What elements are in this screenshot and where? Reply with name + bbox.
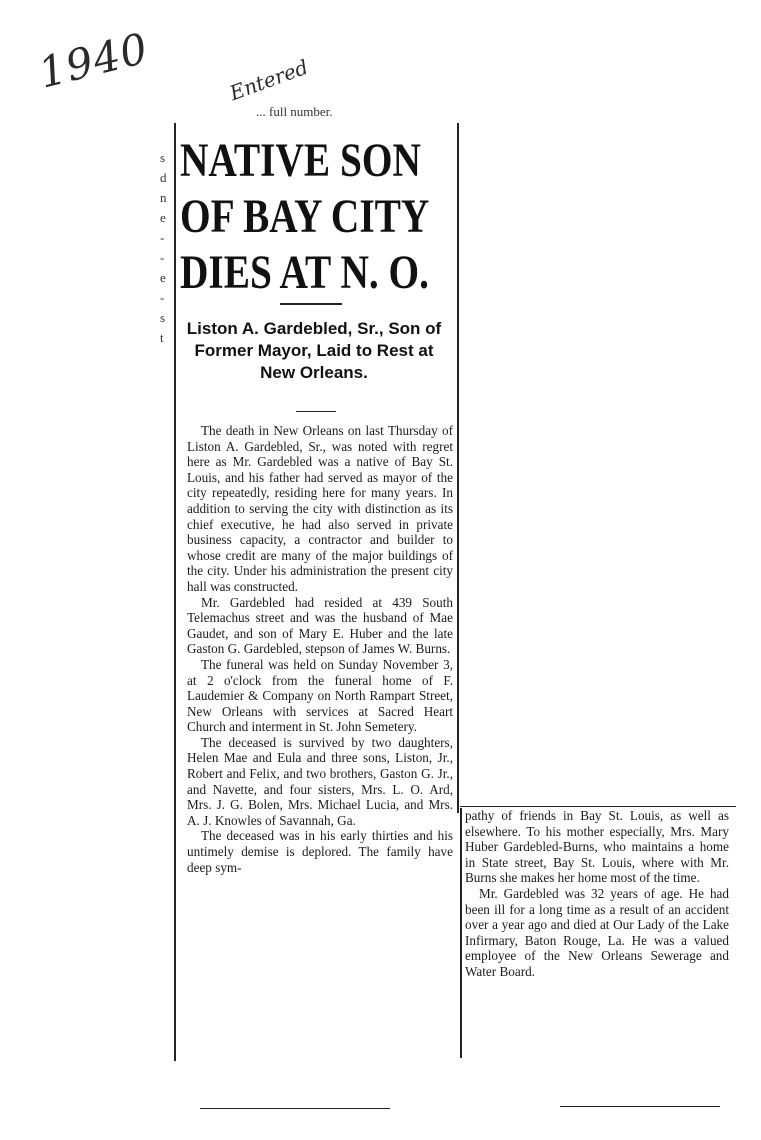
center-column-rule (457, 123, 459, 813)
headline (180, 133, 430, 301)
bottom-rule-right (560, 1106, 720, 1107)
paragraph: Mr. Gardebled was 32 years of age. He had been ill for a long time as a result of an accident over a year ago and died at Our Lady of the Lake Infirmary, Baton Rouge, La. He was a valued employee of the New Orleans Sewerage and Water Board. (465, 885, 729, 979)
paragraph: The funeral was held on Sunday November 3, at 2 o'clock from the funeral home of F. Laudemier & Company on North Rampart Street, New Orleans with services at Sacred Heart Church and interment in St. John Semetery. (187, 656, 453, 735)
article-column-2 (465, 808, 729, 980)
column-break-rule (460, 806, 736, 807)
bottom-rule-left (200, 1108, 390, 1109)
headline-line-1: NATIVE SON (180, 134, 421, 187)
center-column-rule-lower (460, 808, 462, 1058)
paragraph: The deceased is survived by two daughters, Helen Mae and Eula and three sons, Liston, Jr., Robert and Felix, and two brothers, Gaston G. Jr., and Navette, and four sisters, Mrs. L. O. Ard, Mrs. J. G. Bolen, Mrs. Michael Lucia, and Mrs. A. J. Knowles of Savannah, Ga. (187, 734, 453, 828)
paragraph: The death in New Orleans on last Thursday of Liston A. Gardebled, Sr., was noted with regret here as Mr. Gardebled was a native of Bay St. Louis, and his father had served as mayor of the city repeatedly, residing here for many years. In addition to serving the city with distinction as its chief executive, he had also served in private business capacity, a contractor and builder to whose credit are many of the major buildings of the city. Under his administration the present city hall was constructed. (187, 423, 453, 594)
left-edge-letters: s d n e - - e - s t (160, 150, 167, 345)
paragraph: pathy of friends in Bay St. Louis, as well as elsewhere. To his mother especially, Mrs. Mary Huber Gardebled-Burns, who maintains a home in State street, Bay St. Louis, where with Mr. Burns she makes her home most of the time. (465, 808, 729, 886)
headline-line-3: DIES AT N. O. (180, 246, 429, 299)
handwritten-note: Entered (226, 54, 312, 106)
clipping-top-fragment: ... full number. (256, 104, 333, 119)
subheadline-divider (296, 411, 336, 412)
article-column-1 (187, 423, 453, 875)
left-column-rule (174, 123, 176, 1061)
headline-line-2: OF BAY CITY (180, 190, 430, 243)
subheadline: Liston A. Gardebled, Sr., Son of Former Mayor, Laid to Rest at New Orleans. (186, 319, 442, 382)
paragraph: Mr. Gardebled had resided at 439 South Telemachus street and was the husband of Mae Gaudet, and son of Mary E. Huber and the late Gaston G. Gardebled, stepson of James W. Burns. (187, 594, 453, 657)
headline-divider (280, 303, 342, 305)
handwritten-year: 1940 (33, 23, 154, 98)
paragraph: The deceased was in his early thirties and his untimely demise is deplored. The family have deep sym- (187, 828, 453, 875)
